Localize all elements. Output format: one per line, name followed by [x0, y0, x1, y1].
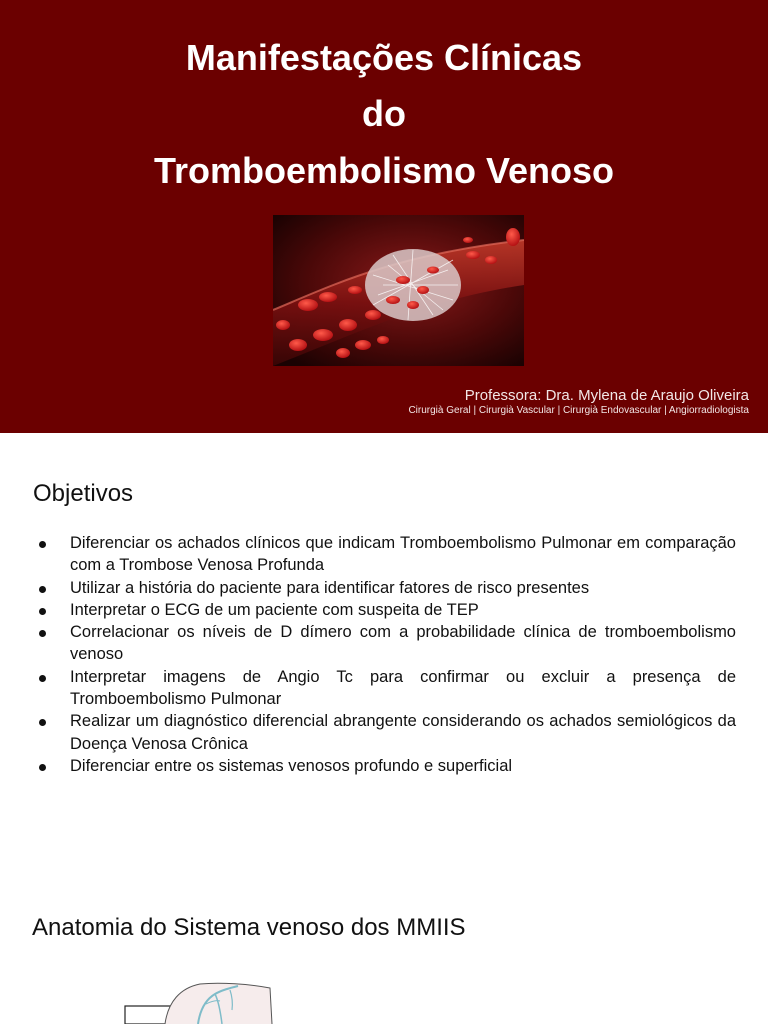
- title-banner: [0, 0, 768, 433]
- professor-name: Professora: Dra. Mylena de Araujo Oliveira: [464, 387, 749, 404]
- list-item: [33, 755, 736, 777]
- bullet-icon: [39, 608, 46, 615]
- list-item-text: Diferenciar entre os sistemas venosos profundo e superficial: [70, 756, 513, 775]
- list-item-text: Diferenciar os achados clínicos que indicam Tromboembolismo Pulmonar em comparação com a Trombose Venosa Profunda: [70, 534, 736, 575]
- bullet-icon: [39, 719, 46, 726]
- list-item: [33, 532, 736, 577]
- list-item-text: Realizar um diagnóstico diferencial abrangente considerando os achados semiológicos da Doença Venosa Crônica: [70, 712, 736, 753]
- title-line-3: Tromboembolismo Venoso: [153, 150, 615, 191]
- objectives-heading: Objetivos: [33, 480, 134, 507]
- list-item: [33, 621, 736, 666]
- title-line-1: Manifestações Clínicas: [185, 37, 583, 78]
- bullet-icon: [39, 586, 46, 593]
- list-item: [33, 577, 736, 599]
- list-item: [33, 710, 736, 755]
- list-item-text: Interpretar imagens de Angio Tc para confirmar ou excluir a presença de Tromboembolismo Pulmonar: [70, 667, 736, 709]
- list-item-text: Correlacionar os níveis de D dímero com a probabilidade clínica de tromboembolismo venoso: [70, 623, 736, 664]
- leg-vein-diagram: [120, 982, 280, 1024]
- list-item-text: Interpretar o ECG de um paciente com suspeita de TEP: [70, 600, 479, 619]
- list-item: [33, 599, 736, 621]
- objectives-list: [33, 532, 736, 777]
- list-item-text: Utilizar a história do paciente para identificar fatores de risco presentes: [70, 578, 590, 597]
- bullet-icon: [39, 541, 46, 548]
- title-line-2: do: [362, 93, 406, 134]
- list-item: [33, 666, 736, 711]
- bullet-icon: [39, 675, 46, 682]
- bullet-icon: [39, 764, 46, 771]
- professor-affiliation: Cirurgià Geral | Cirurgià Vascular | Cirurgià Endovascular | Angiorradiologista: [408, 405, 749, 416]
- bullet-icon: [39, 630, 46, 637]
- anatomy-heading: Anatomia do Sistema venoso dos MMIIS: [32, 914, 466, 941]
- blood-clot-illustration: [273, 215, 524, 366]
